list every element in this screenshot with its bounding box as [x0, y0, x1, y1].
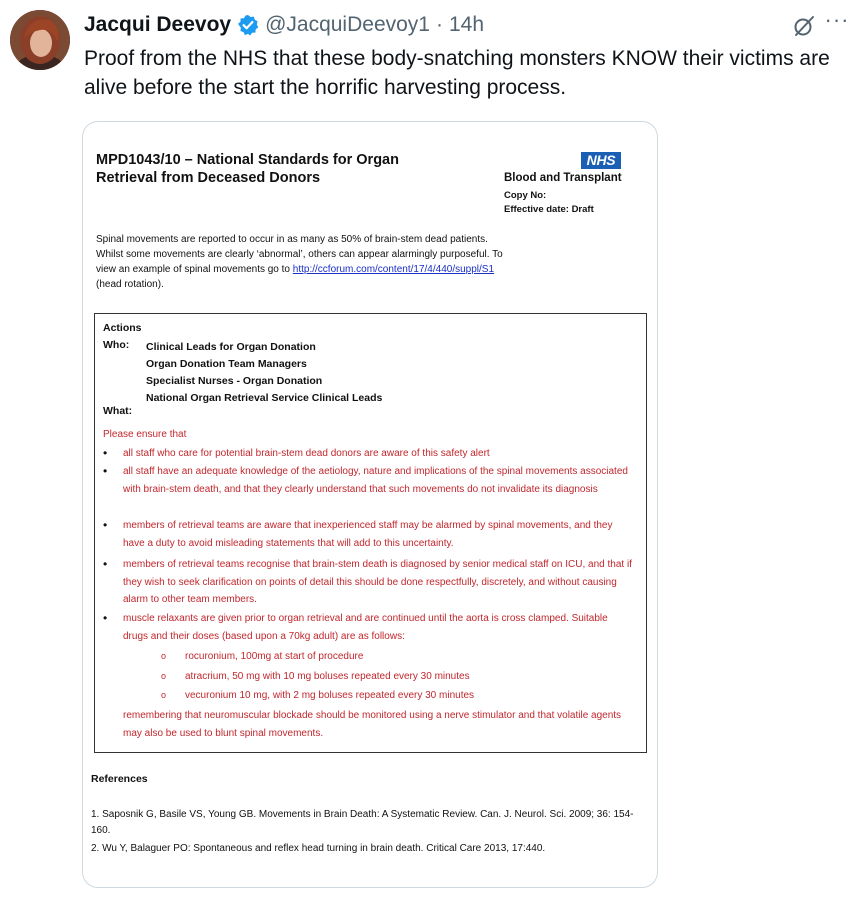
org-name: Blood and Transplant: [504, 172, 622, 184]
intro-line: [96, 262, 566, 277]
drug-item: o vecuronium 10 mg, with 2 mg boluses repeated every 30 minutes: [161, 687, 474, 705]
effective-date: Effective date: Draft: [504, 204, 594, 215]
separator-dot: ·: [435, 13, 443, 36]
more-icon[interactable]: ···: [824, 7, 850, 32]
bullet-text: members of retrieval teams recognise that brain-stem death is diagnosed by senior medical staff on ICU, and that if they wish to seek clarification on points of detail this should be done respectfully, discretely, and without causing alarm to other team members.: [123, 559, 632, 605]
tweet-text: Proof from the NHS that these body-snatching monsters KNOW their victims are alive before the start the horrific harvesting process.: [84, 47, 830, 99]
author-handle[interactable]: @JacquiDeevoy1: [265, 13, 430, 36]
intro-line: (head rotation).: [96, 279, 164, 290]
bullet-item: • all staff who care for potential brain-stem dead donors are aware of this safety alert: [103, 445, 635, 463]
drug-text: atracrium, 50 mg with 10 mg boluses repeated every 30 minutes: [185, 671, 470, 682]
intro-paragraph: [96, 232, 566, 292]
bullet-item: • muscle relaxants are given prior to organ retrieval and are continued until the aorta is cross clamped. Suitable drugs and their doses (based upon a 70kg adult) are as follows:: [103, 610, 635, 645]
avatar[interactable]: [10, 10, 70, 70]
remember-note: remembering that neuromuscular blockade should be monitored using a nerve stimulator and that volatile agents may also be used to blunt spinal movements.: [123, 710, 622, 739]
bullet-item: • members of retrieval teams recognise that brain-stem death is diagnosed by senior medical staff on ICU, and that if they wish to seek clarification on points of detail this should be done respectfully, discretely, and without causing alarm to other team members.: [103, 556, 635, 609]
drug-text: vecuronium 10 mg, with 2 mg boluses repeated every 30 minutes: [185, 690, 475, 701]
drug-text: rocuronium, 100mg at start of procedure: [185, 651, 364, 662]
nhs-document: [83, 122, 657, 887]
intro-line: Spinal movements are reported to occur in as many as 50% of brain-stem dead patients.: [96, 234, 488, 245]
intro-line: Whilst some movements are clearly ‘abnormal’, others can appear alarmingly purposeful. To: [96, 249, 503, 260]
who-item: Organ Donation Team Managers: [146, 358, 307, 370]
bullet-text: members of retrieval teams are aware that inexperienced staff may be alarmed by spinal movements, and they have a duty to avoid misleading statements that will add to this uncertainty.: [123, 520, 613, 549]
verified-badge-icon: [237, 14, 259, 36]
who-label: Who:: [103, 339, 130, 351]
avatar-photo: [10, 10, 70, 70]
actions-box: [94, 313, 647, 753]
what-label: What:: [103, 405, 133, 417]
who-item: Specialist Nurses - Organ Donation: [146, 375, 323, 387]
who-item: Clinical Leads for Organ Donation: [146, 341, 316, 353]
copy-no: Copy No:: [504, 190, 547, 201]
title-line-2: Retrieval from Deceased Donors: [96, 170, 321, 186]
please-ensure: Please ensure that: [103, 429, 187, 440]
spinal-movements-link: http://ccforum.com/content/17/4/440/suppl/S1: [292, 264, 495, 275]
bullet-text: all staff who care for potential brain-stem dead donors are aware of this safety alert: [123, 448, 490, 459]
author-name[interactable]: Jacqui Deevoy: [84, 13, 232, 36]
tweet-media-image[interactable]: [82, 121, 658, 888]
grok-icon[interactable]: [792, 14, 816, 38]
actions-label: Actions: [103, 322, 142, 334]
who-list: [146, 339, 382, 407]
bullet-text: all staff have an adequate knowledge of the aetiology, nature and implications of the spinal movements associated with brain-stem death, and that they clearly understand that such movements do not invalidate its diagnosis: [123, 466, 628, 495]
title-line-1: MPD1043/10 – National Standards for Organ: [96, 152, 399, 168]
tweet-time[interactable]: 14h: [448, 13, 485, 36]
drug-item: o atracrium, 50 mg with 10 mg boluses repeated every 30 minutes: [161, 668, 470, 686]
reference-item: 1. Saposnik G, Basile VS, Young GB. Movements in Brain Death: A Systematic Review. Can. J. Neurol. Sci. 2009; 36: 154-160.: [91, 809, 634, 836]
who-item: National Organ Retrieval Service Clinical Leads: [146, 392, 383, 404]
bullet-item: • members of retrieval teams are aware that inexperienced staff may be alarmed by spinal movements, and they have a duty to avoid misleading statements that will add to this uncertainty.: [103, 517, 635, 552]
references-heading: References: [91, 773, 148, 785]
bullet-item: • all staff have an adequate knowledge of the aetiology, nature and implications of the spinal movements associated with brain-stem death, and that they clearly understand that such movements do not invalidate its diagnosis: [103, 463, 635, 498]
drug-item: o rocuronium, 100mg at start of procedure: [161, 648, 363, 666]
tweet-header: [84, 10, 484, 40]
reference-item: 2. Wu Y, Balaguer PO: Spontaneous and reflex head turning in brain death. Critical Care 2013, 17:440.: [91, 843, 546, 854]
intro-text: view an example of spinal movements go to: [96, 264, 293, 275]
document-title: [96, 151, 456, 187]
bullet-text: muscle relaxants are given prior to organ retrieval and are continued until the aorta is cross clamped. Suitable drugs and their doses (based upon a 70kg adult) are as follows:: [123, 613, 608, 642]
nhs-logo: NHS: [581, 152, 621, 169]
